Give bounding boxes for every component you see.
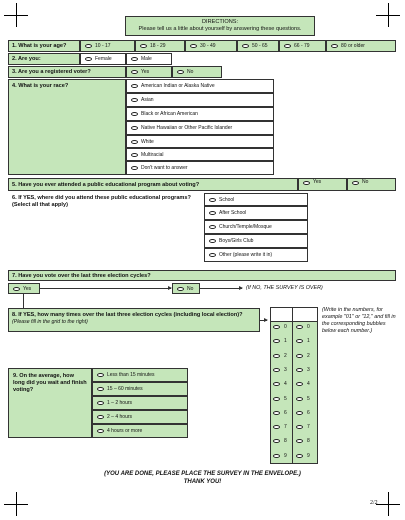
radio-bubble-icon — [177, 70, 184, 74]
digit-bubble-row[interactable] — [296, 410, 310, 416]
q6-option[interactable] — [204, 220, 308, 234]
option-label: Native Hawaiian or Other Pacific Islander — [141, 125, 233, 131]
checkbox-bubble-icon — [209, 211, 216, 215]
digit-bubble-row[interactable] — [273, 324, 287, 330]
page-number: 2/2 — [370, 500, 378, 506]
digit-label: 3 — [284, 366, 287, 373]
q6-option[interactable] — [204, 234, 308, 248]
q4-label-box — [8, 79, 126, 175]
digit-bubble-row[interactable] — [273, 438, 287, 444]
radio-bubble-icon — [296, 454, 303, 458]
digit-label: 4 — [307, 381, 310, 388]
directions-title: DIRECTIONS: — [201, 19, 239, 25]
option-label: Other (please write it in) — [219, 252, 273, 258]
radio-bubble-icon — [13, 287, 20, 291]
option-label: 18 - 29 — [150, 43, 166, 49]
option-label: No — [187, 69, 194, 75]
digit-bubble-row[interactable] — [273, 338, 287, 344]
option-label: Black or African American — [141, 111, 198, 117]
digit-label: 9 — [307, 452, 310, 459]
digit-label: 2 — [284, 352, 287, 359]
q4-option[interactable] — [126, 161, 274, 175]
radio-bubble-icon — [273, 454, 280, 458]
q5-option[interactable] — [298, 178, 347, 191]
option-label: 1 – 2 hours — [107, 400, 133, 406]
radio-bubble-icon — [242, 44, 249, 48]
radio-bubble-icon — [296, 411, 303, 415]
radio-bubble-icon — [131, 166, 138, 170]
radio-bubble-icon — [352, 181, 359, 185]
digit-bubble-row[interactable] — [296, 353, 310, 359]
q8-instruction: (Please fill in the grid to the right) — [12, 318, 88, 325]
option-label: 66 - 79 — [294, 43, 310, 49]
radio-bubble-icon — [296, 439, 303, 443]
digit-bubble-row[interactable] — [273, 381, 287, 387]
digit-bubble-row[interactable] — [296, 438, 310, 444]
digit-bubble-row[interactable] — [273, 353, 287, 359]
option-label: White — [141, 138, 154, 145]
q6-option[interactable] — [204, 248, 308, 262]
directions-box — [125, 16, 315, 36]
radio-bubble-icon — [331, 44, 338, 48]
radio-bubble-icon — [273, 368, 280, 372]
radio-bubble-icon — [131, 140, 138, 144]
q4-option[interactable] — [126, 121, 274, 135]
radio-bubble-icon — [131, 126, 138, 130]
radio-bubble-icon — [296, 368, 303, 372]
radio-bubble-icon — [273, 382, 280, 386]
digit-label: 5 — [284, 395, 287, 402]
option-label: Female — [95, 56, 112, 62]
radio-bubble-icon — [131, 112, 138, 116]
digit-bubble-row[interactable] — [273, 424, 287, 430]
q8-label-box — [8, 308, 260, 332]
checkbox-bubble-icon — [209, 253, 216, 257]
digit-label: 4 — [284, 381, 287, 388]
q9-option[interactable] — [92, 410, 188, 424]
option-label: 4 hours or more — [107, 428, 143, 434]
q3-label: 3. Are you a registered voter? — [12, 69, 91, 75]
digit-label: 1 — [284, 338, 287, 345]
digit-label: 0 — [307, 324, 310, 330]
option-label: School — [219, 196, 235, 203]
closing-message — [0, 470, 405, 486]
q7-option-yes[interactable] — [8, 283, 40, 294]
q9-option[interactable] — [92, 396, 188, 410]
digit-bubble-row[interactable] — [273, 367, 287, 373]
option-label: American Indian or Alaska Native — [141, 83, 215, 89]
radio-bubble-icon — [97, 429, 104, 433]
q2-label-box — [8, 53, 80, 65]
digit-bubble-row[interactable] — [296, 324, 310, 330]
digit-bubble-row[interactable] — [296, 367, 310, 373]
radio-bubble-icon — [131, 70, 138, 74]
digit-bubble-row[interactable] — [273, 453, 287, 459]
q9-option[interactable] — [92, 424, 188, 438]
option-label: Yes — [313, 179, 322, 185]
q4-option[interactable] — [126, 93, 274, 107]
radio-bubble-icon — [273, 354, 280, 358]
option-label: Boys/Girls Club — [219, 238, 254, 244]
digit-bubble-row[interactable] — [296, 453, 310, 459]
radio-bubble-icon — [131, 153, 138, 157]
digit-label: 5 — [307, 395, 310, 402]
q7-label: 7. Have you vote over the last three election cycles? — [12, 273, 151, 279]
radio-bubble-icon — [97, 373, 104, 377]
option-label: Yes — [141, 69, 150, 75]
radio-bubble-icon — [273, 325, 280, 329]
digit-label: 2 — [307, 352, 310, 359]
q3-option[interactable] — [126, 66, 172, 78]
option-label: Less than 15 minutes — [107, 372, 155, 378]
q9-option[interactable] — [92, 368, 188, 382]
q3-option[interactable] — [172, 66, 222, 78]
q1-option[interactable] — [185, 40, 237, 52]
option-label: 10 - 17 — [95, 43, 111, 49]
radio-bubble-icon — [131, 57, 138, 61]
q9-label-box — [8, 368, 92, 438]
option-label: 50 - 65 — [252, 43, 268, 49]
option-label: 15 – 60 minutes — [107, 386, 143, 392]
radio-bubble-icon — [273, 439, 280, 443]
radio-bubble-icon — [97, 387, 104, 391]
digit-label: 6 — [307, 409, 310, 416]
q4-option[interactable] — [126, 107, 274, 121]
q5-label: 5. Have you ever attended a public educational program about voting? — [12, 182, 200, 188]
digit-label: 6 — [284, 409, 287, 416]
q5-option[interactable] — [347, 178, 396, 191]
q1-option[interactable] — [279, 40, 326, 52]
option-label: Yes — [23, 285, 32, 292]
radio-bubble-icon — [296, 325, 303, 329]
closing-line-1: (YOU ARE DONE, PLEASE PLACE THE SURVEY IN THE ENVELOPE.) — [104, 471, 301, 477]
radio-bubble-icon — [131, 98, 138, 102]
option-label: 80 or older — [341, 43, 365, 49]
radio-bubble-icon — [131, 84, 138, 88]
q7-option-no[interactable] — [172, 283, 200, 294]
radio-bubble-icon — [296, 425, 303, 429]
radio-bubble-icon — [190, 44, 197, 48]
q1-label-box — [8, 40, 80, 52]
digit-label: 8 — [284, 438, 287, 445]
checkbox-bubble-icon — [209, 198, 216, 202]
q4-option[interactable] — [126, 79, 274, 93]
q3-label-box — [8, 66, 126, 78]
digit-label: 3 — [307, 366, 310, 373]
survey-over-note: (If NO, THE SURVEY IS OVER) — [246, 285, 323, 291]
radio-bubble-icon — [85, 57, 92, 61]
option-label: No — [187, 285, 194, 292]
option-label: Multiracial — [141, 151, 164, 158]
digit-bubble-row[interactable] — [296, 396, 310, 402]
q6-option[interactable] — [204, 206, 308, 220]
checkbox-bubble-icon — [209, 225, 216, 229]
q1-label: 1. What is your age? — [12, 43, 67, 49]
option-label: 2 – 4 hours — [107, 414, 133, 420]
option-label: Don't want to answer — [141, 165, 188, 171]
option-label: Church/Temple/Mosque — [219, 224, 272, 230]
option-label: After School — [219, 210, 247, 216]
closing-line-2: THANK YOU! — [183, 479, 222, 485]
radio-bubble-icon — [273, 411, 280, 415]
q2-label: 2. Are you: — [12, 56, 41, 62]
q4-label: 4. What is your race? — [12, 83, 69, 89]
digit-label: 9 — [284, 452, 287, 459]
digit-label: 7 — [284, 424, 287, 431]
yes-connector-line — [23, 294, 24, 308]
digit-write-in-box[interactable] — [293, 308, 317, 322]
q9-label: 9. On the average, how long did you wait and finish voting? — [13, 373, 87, 393]
arrow-to-no — [40, 288, 171, 289]
digit-bubble-row[interactable] — [273, 396, 287, 402]
q6-label: 6. If YES, where did you attend these public educational programs? (Select all that apply) — [12, 195, 191, 208]
radio-bubble-icon — [273, 339, 280, 343]
option-label: 30 - 49 — [200, 43, 216, 49]
radio-bubble-icon — [273, 425, 280, 429]
radio-bubble-icon — [177, 287, 184, 291]
option-label: No — [362, 179, 369, 185]
option-label: Male — [141, 56, 152, 62]
q4-option[interactable] — [126, 148, 274, 161]
radio-bubble-icon — [140, 44, 147, 48]
q2-option[interactable] — [80, 53, 126, 65]
q8-label: 8. If YES, how many times over the last three election cycles (including local election)? — [12, 312, 243, 318]
radio-bubble-icon — [296, 397, 303, 401]
digit-label: 8 — [307, 438, 310, 445]
digit-label: 0 — [284, 324, 287, 330]
digit-write-in-box[interactable] — [271, 308, 293, 322]
radio-bubble-icon — [284, 44, 291, 48]
q5-label-box — [8, 178, 298, 191]
directions-text: Please tell us a little about yourself by answering these questions. — [138, 26, 302, 32]
q1-option[interactable] — [326, 40, 396, 52]
q7-label-box — [8, 270, 396, 281]
q6-option[interactable] — [204, 193, 308, 206]
radio-bubble-icon — [303, 181, 310, 185]
q6-label-area — [8, 193, 204, 211]
radio-bubble-icon — [97, 401, 104, 405]
checkbox-bubble-icon — [209, 239, 216, 243]
digit-label: 1 — [307, 338, 310, 345]
radio-bubble-icon — [97, 415, 104, 419]
q1-option[interactable] — [135, 40, 185, 52]
arrow-to-note — [200, 288, 242, 289]
q9-option[interactable] — [92, 382, 188, 396]
arrow-to-grid — [260, 320, 267, 321]
q1-option[interactable] — [80, 40, 135, 52]
radio-bubble-icon — [296, 339, 303, 343]
q4-option[interactable] — [126, 135, 274, 148]
digit-bubble-row[interactable] — [296, 381, 310, 387]
radio-bubble-icon — [296, 382, 303, 386]
q8-side-note: (Write in the numbers, for example "01" or "12," and fill in the corresponding bubbles below each number.) — [322, 307, 396, 334]
radio-bubble-icon — [296, 354, 303, 358]
digit-bubble-row[interactable] — [296, 338, 310, 344]
option-label: Asian — [141, 97, 154, 103]
digit-bubble-row[interactable] — [296, 424, 310, 430]
radio-bubble-icon — [85, 44, 92, 48]
radio-bubble-icon — [273, 397, 280, 401]
q2-option[interactable] — [126, 53, 172, 65]
q1-option[interactable] — [237, 40, 279, 52]
digit-label: 7 — [307, 424, 310, 431]
digit-bubble-row[interactable] — [273, 410, 287, 416]
